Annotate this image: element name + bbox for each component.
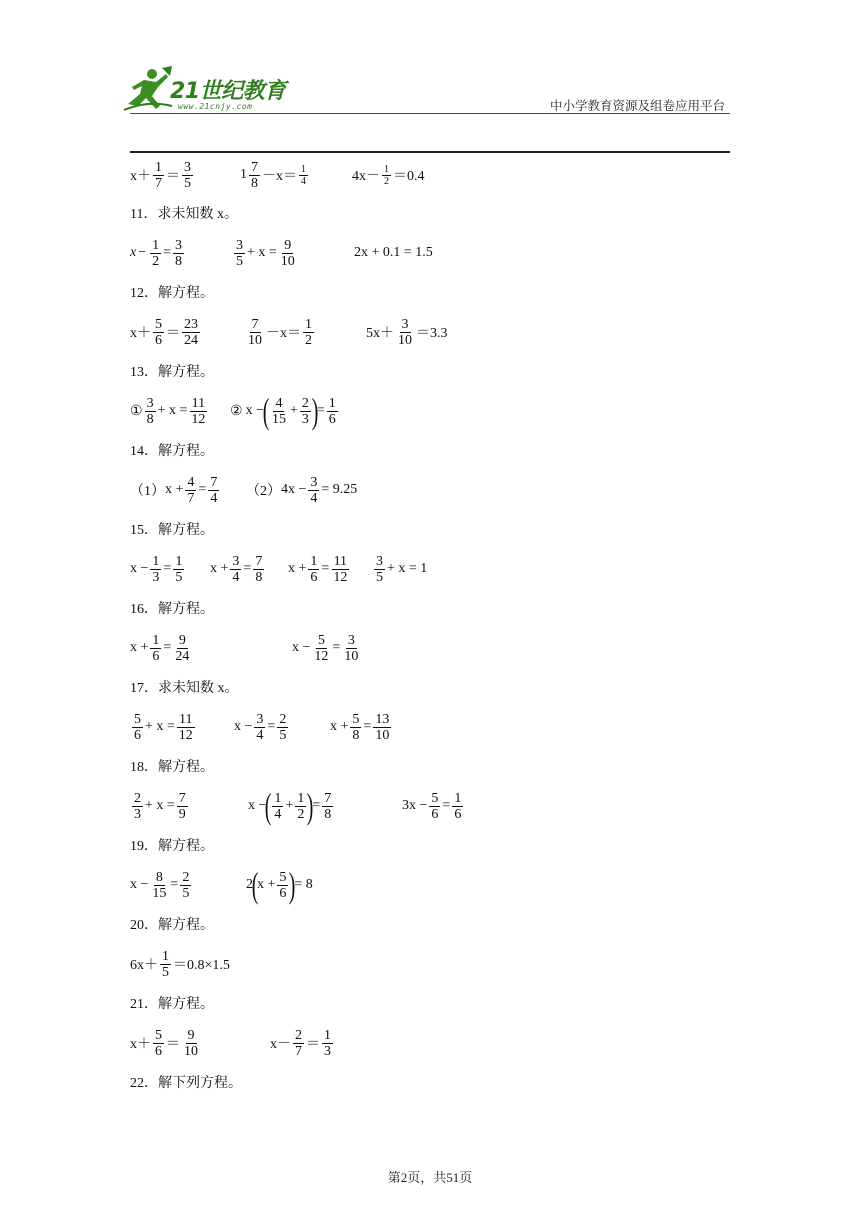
denominator: 8 <box>251 175 258 191</box>
eq-text: ＝ <box>166 1037 180 1052</box>
numerator: 1 <box>301 163 306 175</box>
eq-text: x + <box>165 482 184 497</box>
denominator: 8 <box>352 727 360 743</box>
equation <box>130 312 202 352</box>
denominator: 12 <box>333 569 348 585</box>
eq-text: x − <box>248 798 267 813</box>
numerator: 5 <box>431 790 439 806</box>
numerator: 4 <box>187 474 195 490</box>
numerator: 13 <box>375 711 390 727</box>
fraction <box>234 238 245 269</box>
left-paren: ( <box>265 786 272 826</box>
question-22-title: 22．解下列方程。 <box>130 1076 242 1091</box>
eq-text: ＝ <box>166 326 180 341</box>
denominator: 15 <box>271 411 286 427</box>
numerator: 1 <box>297 790 305 806</box>
denominator: 6 <box>155 1043 162 1059</box>
equation <box>402 786 465 826</box>
eq-text: = <box>170 877 179 892</box>
numerator: 11 <box>179 711 193 727</box>
numerator: 3 <box>310 474 318 490</box>
eq-text: = <box>198 482 207 497</box>
denominator: 3 <box>324 1043 331 1059</box>
denominator: 5 <box>376 569 383 585</box>
numerator: 23 <box>184 316 198 332</box>
fraction <box>350 712 361 743</box>
eq-text: x + <box>257 877 276 892</box>
fraction <box>429 791 440 822</box>
fraction <box>308 554 319 585</box>
numerator: 1 <box>175 553 183 569</box>
denominator: 2 <box>305 332 312 348</box>
fraction <box>173 633 191 664</box>
eq-text: = <box>243 561 252 576</box>
denominator: 5 <box>182 885 190 901</box>
fraction <box>452 791 463 822</box>
denominator: 4 <box>232 569 240 585</box>
fraction <box>132 791 143 822</box>
numerator: 7 <box>178 790 186 806</box>
question-21-title: 21．解方程。 <box>130 997 214 1012</box>
denominator: 3 <box>152 569 160 585</box>
eq-text: x + <box>130 640 149 655</box>
numerator: 1 <box>274 790 282 806</box>
fraction <box>327 396 338 427</box>
numerator: 1 <box>152 553 160 569</box>
equation <box>248 786 335 826</box>
question-17-title: 17．求未知数 x。 <box>130 681 239 696</box>
fraction <box>173 238 184 269</box>
question-13-title: 13．解方程。 <box>130 365 214 380</box>
equation-row-16 <box>130 628 730 668</box>
fraction <box>277 712 288 743</box>
eq-text: x − <box>245 403 264 418</box>
eq-text: = <box>312 798 321 813</box>
denominator: 2 <box>384 175 389 187</box>
fraction <box>277 870 288 901</box>
numerator: 2 <box>134 790 141 806</box>
denominator: 10 <box>248 332 262 348</box>
numerator: 9 <box>284 237 292 253</box>
numerator: 2 <box>295 1027 302 1043</box>
question-11-title: 11．求未知数 x。 <box>130 207 238 222</box>
denominator: 12 <box>314 648 329 664</box>
eq-text: x＋ <box>130 326 151 341</box>
numerator: 3 <box>232 553 240 569</box>
fraction <box>374 554 385 585</box>
numerator: 3 <box>175 237 183 253</box>
equation <box>234 707 290 747</box>
eq-text: x − <box>234 719 253 734</box>
denominator: 15 <box>152 885 167 901</box>
denominator: 7 <box>187 490 195 506</box>
fraction <box>145 396 156 427</box>
numerator: 7 <box>210 474 218 490</box>
page-footer: 第2页，共51页 <box>387 1170 473 1185</box>
fraction <box>182 1028 200 1059</box>
equation <box>232 233 299 273</box>
eq-text: x − <box>292 640 311 655</box>
question-14-title: 14．解方程。 <box>130 444 214 459</box>
fraction <box>279 238 297 269</box>
fraction <box>153 1028 164 1059</box>
question-15-title: 15．解方程。 <box>130 523 214 538</box>
equation <box>130 155 195 195</box>
eq-text: ＝3.3 <box>416 326 448 341</box>
denominator: 2 <box>297 806 305 822</box>
fraction <box>150 554 161 585</box>
denominator: 6 <box>152 648 160 664</box>
denominator: 5 <box>236 253 243 269</box>
numerator: 2 <box>279 711 287 727</box>
numerator: 4 <box>275 395 283 411</box>
eq-text: ＝0.8×1.5 <box>173 958 230 973</box>
denominator: 24 <box>175 648 190 664</box>
equation <box>330 707 393 747</box>
equation <box>240 155 310 195</box>
denominator: 9 <box>178 806 186 822</box>
fraction <box>396 317 414 348</box>
equation-row-19 <box>130 865 730 905</box>
equation-row-11 <box>130 233 730 273</box>
numerator: 1 <box>310 553 318 569</box>
eq-text: x＋ <box>130 1037 151 1052</box>
numerator: 5 <box>134 711 141 727</box>
eq-text: − <box>138 245 147 260</box>
numerator: 11 <box>333 553 348 569</box>
numerator: 3 <box>256 711 264 727</box>
numerator: 3 <box>184 159 191 175</box>
fraction <box>270 396 288 427</box>
eq-text: = <box>267 719 276 734</box>
right-paren: ) <box>311 391 319 431</box>
fraction <box>293 1028 304 1059</box>
denominator: 5 <box>279 727 287 743</box>
eq-text: = 9.25 <box>321 482 358 497</box>
fraction <box>153 160 164 191</box>
fraction <box>382 164 391 187</box>
eq-text: x + <box>288 561 307 576</box>
denominator: 8 <box>255 569 263 585</box>
eq-text: 2 <box>246 877 253 892</box>
numerator: 5 <box>155 1027 162 1043</box>
fraction <box>185 475 196 506</box>
numerator: 1 <box>454 790 462 806</box>
eq-text: 2x + 0.1 = 1.5 <box>354 245 433 260</box>
denominator: 4 <box>310 490 318 506</box>
eq-text: = <box>332 640 341 655</box>
question-19-title: 19．解方程。 <box>130 839 214 854</box>
equation <box>366 312 448 352</box>
equation <box>352 155 425 195</box>
denominator: 4 <box>274 806 282 822</box>
equation <box>246 470 357 510</box>
site-logo[interactable] <box>122 66 312 116</box>
denominator: 12 <box>178 727 193 743</box>
denominator: 10 <box>398 332 412 348</box>
fraction <box>150 870 168 901</box>
eq-text: 5x＋ <box>366 326 394 341</box>
denominator: 7 <box>295 1043 302 1059</box>
header-rule <box>130 113 730 114</box>
numerator: 1 <box>152 237 160 253</box>
denominator: 3 <box>301 411 309 427</box>
numerator: 9 <box>187 1027 195 1043</box>
numerator: 5 <box>352 711 360 727</box>
numerator: 1 <box>152 632 160 648</box>
fraction <box>150 238 161 269</box>
numerator: 9 <box>178 632 186 648</box>
equation <box>130 944 230 984</box>
denominator: 6 <box>454 806 462 822</box>
equation-row-14 <box>130 470 730 510</box>
denominator: 6 <box>155 332 162 348</box>
eq-text: x－ <box>270 1037 291 1052</box>
numerator: 2 <box>301 395 309 411</box>
fraction <box>249 160 260 191</box>
left-paren: ( <box>251 865 259 905</box>
logo-url: www.21cnjy.com <box>178 102 253 111</box>
equation <box>130 1023 202 1063</box>
equation <box>130 549 186 589</box>
equation-row-prev <box>130 155 730 195</box>
numerator: 2 <box>182 869 190 885</box>
fraction <box>331 554 349 585</box>
numerator: 1 <box>324 1027 331 1043</box>
denominator: 3 <box>134 806 141 822</box>
denominator: 10 <box>184 1043 198 1059</box>
fraction <box>208 475 219 506</box>
right-paren: ) <box>307 786 314 826</box>
equation <box>230 391 340 431</box>
fraction <box>182 160 193 191</box>
eq-text: －x＝ <box>266 326 301 341</box>
eq-text: 4x − <box>281 482 307 497</box>
runner-logo-icon <box>122 66 174 114</box>
denominator: 2 <box>152 253 160 269</box>
fraction <box>153 317 164 348</box>
page-header <box>0 0 860 160</box>
fraction <box>295 791 306 822</box>
equation <box>244 312 316 352</box>
numerator: 1 <box>162 948 169 964</box>
eq-var: x <box>130 245 137 260</box>
fraction <box>177 791 188 822</box>
left-paren: ( <box>262 391 270 431</box>
equation <box>288 549 351 589</box>
fraction <box>300 396 311 427</box>
item-label: ① <box>130 403 143 419</box>
fraction <box>182 317 200 348</box>
equation-row-15 <box>130 549 730 589</box>
numerator: 1 <box>155 159 162 175</box>
fraction <box>150 633 161 664</box>
item-label: （1） <box>130 484 165 499</box>
fraction <box>299 164 308 187</box>
denominator: 12 <box>191 411 206 427</box>
fraction <box>254 712 265 743</box>
fraction <box>322 791 333 822</box>
fraction <box>312 633 330 664</box>
site-tagline: 中小学教育资源及组卷应用平台 <box>549 99 725 113</box>
equation <box>354 233 433 273</box>
numerator: 7 <box>255 553 263 569</box>
denominator: 6 <box>328 411 336 427</box>
eq-text: x + <box>210 561 229 576</box>
equation <box>130 470 221 510</box>
equation <box>130 628 193 668</box>
equation <box>130 233 186 273</box>
eq-text: x + <box>330 719 349 734</box>
denominator: 7 <box>155 175 162 191</box>
numerator: 3 <box>376 553 383 569</box>
eq-text: + x = <box>145 798 175 813</box>
eq-text: ＝ <box>306 1037 320 1052</box>
eq-text: 6x＋ <box>130 958 158 973</box>
eq-text: x − <box>130 561 149 576</box>
equation <box>130 786 190 826</box>
numerator: 5 <box>155 316 162 332</box>
numerator: 1 <box>384 163 389 175</box>
fraction <box>230 554 241 585</box>
eq-text: + x = 1 <box>387 561 428 576</box>
fraction <box>272 791 283 822</box>
denominator: 10 <box>375 727 390 743</box>
denominator: 6 <box>279 885 287 901</box>
whole-number: 1 <box>240 167 247 182</box>
eq-text: = <box>442 798 451 813</box>
eq-text: x＋ <box>130 169 151 184</box>
denominator: 8 <box>324 806 332 822</box>
eq-text: = <box>163 561 172 576</box>
denominator: 4 <box>210 490 218 506</box>
item-label: ② <box>230 403 243 419</box>
numerator: 3 <box>347 632 355 648</box>
fraction <box>322 1028 333 1059</box>
content-top-rule <box>130 151 730 153</box>
numerator: 3 <box>146 395 154 411</box>
denominator: 4 <box>256 727 264 743</box>
question-12-title: 12．解方程。 <box>130 286 214 301</box>
fraction <box>189 396 207 427</box>
numerator: 5 <box>317 632 325 648</box>
numerator: 11 <box>191 395 206 411</box>
fraction <box>160 949 171 980</box>
numerator: 5 <box>279 869 287 885</box>
equation-row-13 <box>130 391 730 431</box>
numerator: 7 <box>251 159 258 175</box>
eq-text: 4x－ <box>352 169 380 184</box>
denominator: 5 <box>184 175 191 191</box>
eq-text: ＝ <box>166 169 180 184</box>
fraction <box>132 712 143 743</box>
fraction <box>342 633 360 664</box>
eq-text: = <box>163 245 172 260</box>
denominator: 24 <box>184 332 198 348</box>
denominator: 6 <box>310 569 318 585</box>
fraction <box>373 712 391 743</box>
equation-row-17 <box>130 707 730 747</box>
denominator: 10 <box>280 253 295 269</box>
question-20-title: 20．解方程。 <box>130 918 214 933</box>
denominator: 4 <box>301 175 306 187</box>
eq-text: －x＝ <box>262 169 297 184</box>
eq-text: = 8 <box>294 877 313 892</box>
fraction <box>177 712 195 743</box>
equation <box>292 628 362 668</box>
logo-text: 21世纪教育 <box>170 79 286 104</box>
denominator: 6 <box>431 806 439 822</box>
fraction <box>253 554 264 585</box>
equation <box>130 391 209 431</box>
eq-text: 3x − <box>402 798 428 813</box>
equation-row-12 <box>130 312 730 352</box>
eq-text: + x = <box>157 403 188 418</box>
numerator: 7 <box>251 316 259 332</box>
eq-text: = <box>363 719 372 734</box>
fraction <box>308 475 319 506</box>
numerator: 1 <box>305 316 312 332</box>
numerator: 3 <box>401 316 409 332</box>
question-16-title: 16．解方程。 <box>130 602 214 617</box>
eq-text: + x = <box>247 245 277 260</box>
equation <box>270 1023 335 1063</box>
eq-text: = <box>163 640 172 655</box>
denominator: 5 <box>175 569 183 585</box>
numerator: 3 <box>236 237 243 253</box>
eq-text: x − <box>130 877 149 892</box>
eq-text: + x = <box>145 719 175 734</box>
equation <box>130 707 197 747</box>
numerator: 8 <box>155 869 163 885</box>
denominator: 5 <box>162 964 169 980</box>
eq-text: + <box>285 798 294 813</box>
equation-row-18 <box>130 786 730 826</box>
denominator: 10 <box>344 648 359 664</box>
numerator: 7 <box>324 790 332 806</box>
question-18-title: 18．解方程。 <box>130 760 214 775</box>
equation <box>210 549 266 589</box>
numerator: 1 <box>328 395 336 411</box>
denominator: 8 <box>175 253 183 269</box>
eq-text: = <box>316 403 325 418</box>
right-paren: ) <box>289 865 296 905</box>
equation <box>246 865 313 905</box>
eq-text: + <box>289 403 298 418</box>
item-label: （2） <box>246 484 281 499</box>
fraction <box>180 870 191 901</box>
eq-text: ＝0.4 <box>393 169 425 184</box>
fraction <box>303 317 314 348</box>
fraction <box>246 317 264 348</box>
denominator: 8 <box>146 411 154 427</box>
equation-row-21 <box>130 1023 730 1063</box>
equation <box>372 549 427 589</box>
fraction <box>173 554 184 585</box>
equation <box>130 865 193 905</box>
denominator: 6 <box>134 727 141 743</box>
eq-text: = <box>321 561 330 576</box>
equation-row-20 <box>130 944 730 984</box>
